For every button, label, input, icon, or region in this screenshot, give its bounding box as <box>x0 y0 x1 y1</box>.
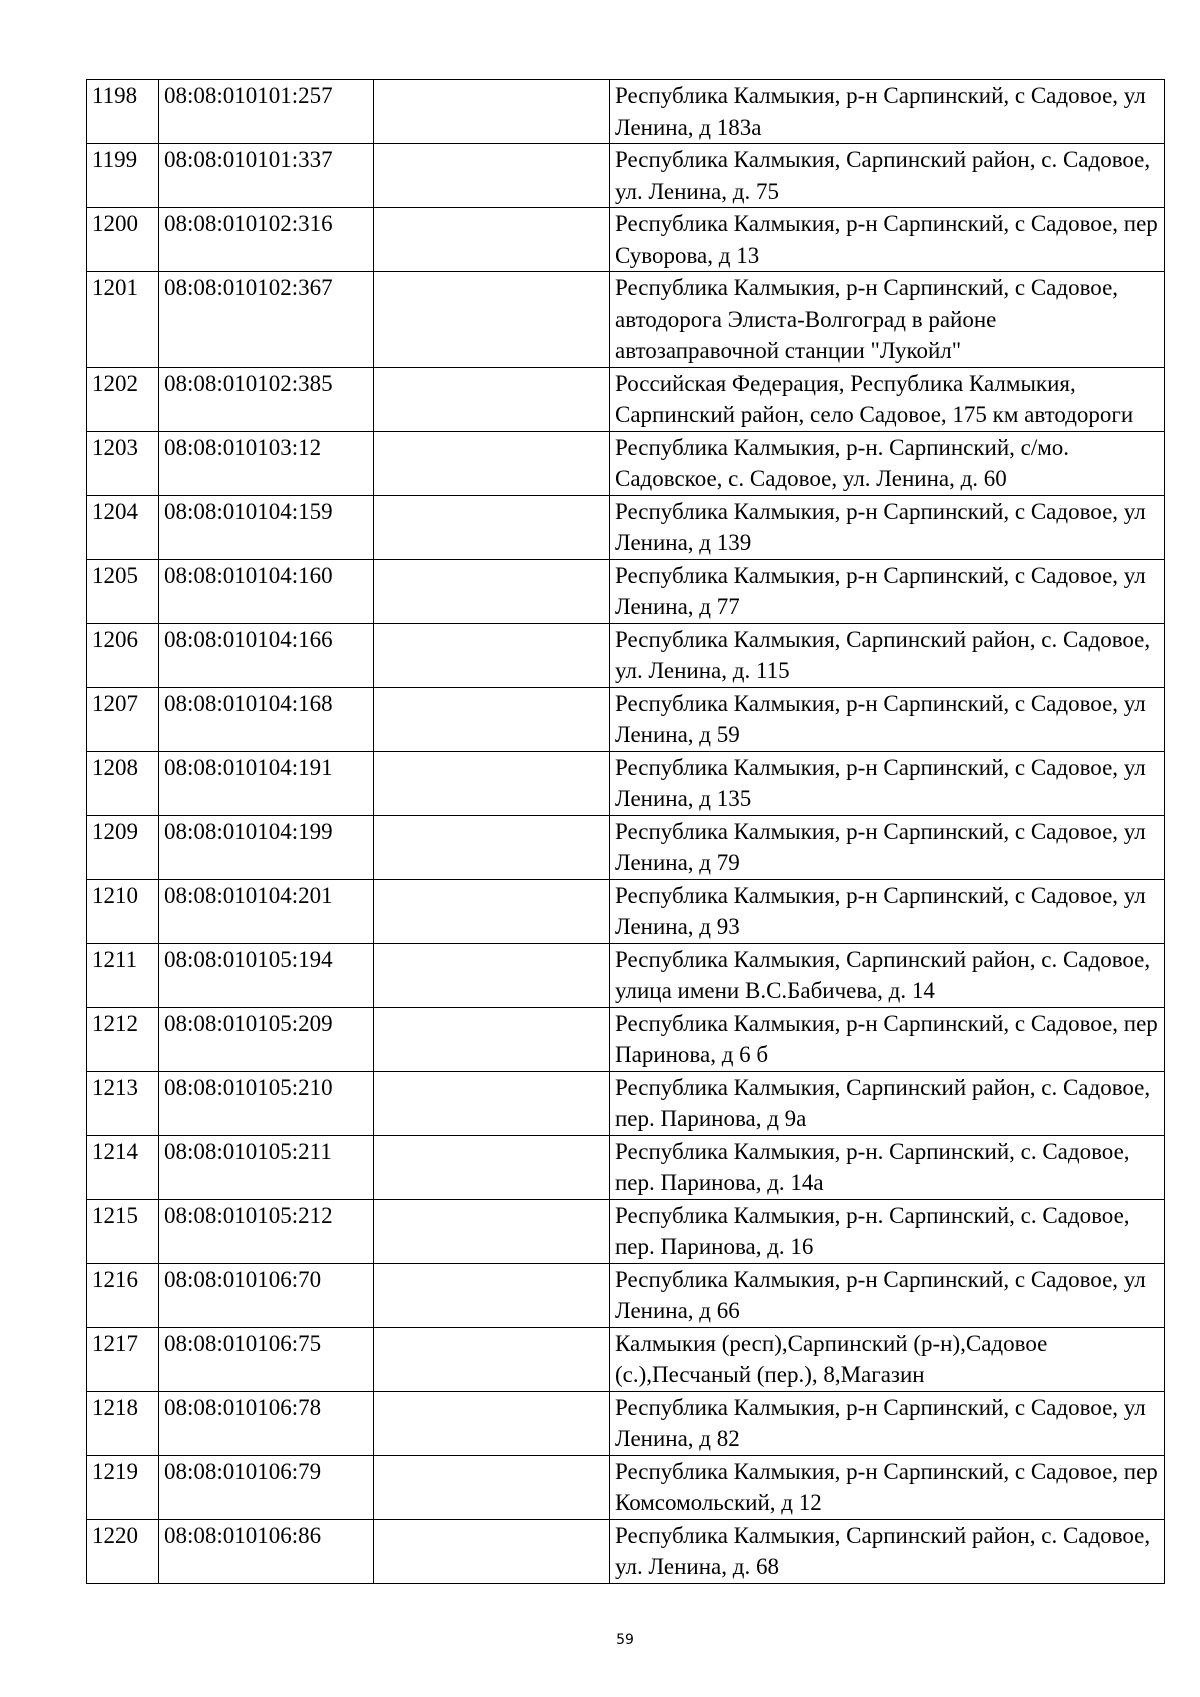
empty-cell <box>374 1455 610 1519</box>
empty-cell <box>374 1199 610 1263</box>
row-number-cell: 1207 <box>87 687 159 751</box>
table-row <box>87 559 1165 623</box>
address-cell: Республика Калмыкия, Сарпинский район, с. Садовое, пер. Паринова, д 9а <box>610 1071 1165 1135</box>
address-cell: Республика Калмыкия, р-н Сарпинский, с Садовое, ул Ленина, д 183а <box>610 80 1165 144</box>
cadastral-number-cell: 08:08:010106:86 <box>159 1519 374 1583</box>
row-number-cell: 1213 <box>87 1071 159 1135</box>
cadastral-number-cell: 08:08:010106:78 <box>159 1391 374 1455</box>
cadastral-number-cell: 08:08:010106:79 <box>159 1455 374 1519</box>
table-row <box>87 1391 1165 1455</box>
empty-cell <box>374 431 610 495</box>
cadastral-number-cell: 08:08:010104:166 <box>159 623 374 687</box>
empty-cell <box>374 623 610 687</box>
cadastral-number-cell: 08:08:010104:159 <box>159 495 374 559</box>
table-row <box>87 1199 1165 1263</box>
empty-cell <box>374 80 610 144</box>
cadastral-number-cell: 08:08:010104:168 <box>159 687 374 751</box>
address-cell: Республика Калмыкия, р-н. Сарпинский, с. Садовое, пер. Паринова, д. 16 <box>610 1199 1165 1263</box>
empty-cell <box>374 208 610 272</box>
address-cell: Республика Калмыкия, р-н Сарпинский, с Садовое, ул Ленина, д 77 <box>610 559 1165 623</box>
address-cell: Республика Калмыкия, Сарпинский район, с. Садовое, ул. Ленина, д. 68 <box>610 1519 1165 1583</box>
cadastral-number-cell: 08:08:010104:201 <box>159 879 374 943</box>
address-cell: Российская Федерация, Республика Калмыкия, Сарпинский район, село Садовое, 175 км автодороги <box>610 367 1165 431</box>
cadastral-number-cell: 08:08:010105:211 <box>159 1135 374 1199</box>
cadastral-number-cell: 08:08:010105:209 <box>159 1007 374 1071</box>
empty-cell <box>374 815 610 879</box>
empty-cell <box>374 751 610 815</box>
empty-cell <box>374 559 610 623</box>
table-row <box>87 879 1165 943</box>
row-number-cell: 1208 <box>87 751 159 815</box>
row-number-cell: 1204 <box>87 495 159 559</box>
address-cell: Республика Калмыкия, р-н Сарпинский, с Садовое, ул Ленина, д 139 <box>610 495 1165 559</box>
empty-cell <box>374 1327 610 1391</box>
address-cell: Республика Калмыкия, Сарпинский район, с. Садовое, улица имени В.С.Бабичева, д. 14 <box>610 943 1165 1007</box>
cadastral-number-cell: 08:08:010101:257 <box>159 80 374 144</box>
table-row <box>87 208 1165 272</box>
empty-cell <box>374 879 610 943</box>
row-number-cell: 1198 <box>87 80 159 144</box>
table-row <box>87 80 1165 144</box>
address-cell: Республика Калмыкия, Сарпинский район, с. Садовое, ул. Ленина, д. 75 <box>610 144 1165 208</box>
table-row <box>87 623 1165 687</box>
address-cell: Республика Калмыкия, р-н Сарпинский, с Садовое, пер Комсомольский, д 12 <box>610 1455 1165 1519</box>
row-number-cell: 1210 <box>87 879 159 943</box>
table-row <box>87 1327 1165 1391</box>
cadastral-number-cell: 08:08:010105:212 <box>159 1199 374 1263</box>
cadastral-number-cell: 08:08:010104:191 <box>159 751 374 815</box>
property-table <box>86 79 1165 1584</box>
address-cell: Республика Калмыкия, р-н Сарпинский, с Садовое, ул Ленина, д 82 <box>610 1391 1165 1455</box>
address-cell: Республика Калмыкия, р-н. Сарпинский, с/мо. Садовское, с. Садовое, ул. Ленина, д. 60 <box>610 431 1165 495</box>
table-row <box>87 1455 1165 1519</box>
row-number-cell: 1201 <box>87 272 159 368</box>
table-row <box>87 1519 1165 1583</box>
empty-cell <box>374 943 610 1007</box>
empty-cell <box>374 1519 610 1583</box>
table-row <box>87 815 1165 879</box>
row-number-cell: 1216 <box>87 1263 159 1327</box>
empty-cell <box>374 1135 610 1199</box>
address-cell: Республика Калмыкия, р-н Сарпинский, с Садовое, ул Ленина, д 93 <box>610 879 1165 943</box>
cadastral-number-cell: 08:08:010105:210 <box>159 1071 374 1135</box>
row-number-cell: 1199 <box>87 144 159 208</box>
row-number-cell: 1203 <box>87 431 159 495</box>
address-cell: Республика Калмыкия, р-н Сарпинский, с Садовое, ул Ленина, д 135 <box>610 751 1165 815</box>
table-row <box>87 1135 1165 1199</box>
address-cell: Республика Калмыкия, Сарпинский район, с. Садовое, ул. Ленина, д. 115 <box>610 623 1165 687</box>
cadastral-number-cell: 08:08:010102:367 <box>159 272 374 368</box>
row-number-cell: 1206 <box>87 623 159 687</box>
address-cell: Республика Калмыкия, р-н Сарпинский, с Садовое, ул Ленина, д 79 <box>610 815 1165 879</box>
empty-cell <box>374 144 610 208</box>
empty-cell <box>374 1263 610 1327</box>
table-row <box>87 1071 1165 1135</box>
cadastral-number-cell: 08:08:010102:316 <box>159 208 374 272</box>
row-number-cell: 1215 <box>87 1199 159 1263</box>
table-row <box>87 1007 1165 1071</box>
empty-cell <box>374 272 610 368</box>
table-row <box>87 751 1165 815</box>
cadastral-number-cell: 08:08:010103:12 <box>159 431 374 495</box>
empty-cell <box>374 1071 610 1135</box>
address-cell: Республика Калмыкия, р-н. Сарпинский, с. Садовое, пер. Паринова, д. 14а <box>610 1135 1165 1199</box>
address-cell: Республика Калмыкия, р-н Сарпинский, с Садовое, ул Ленина, д 59 <box>610 687 1165 751</box>
row-number-cell: 1212 <box>87 1007 159 1071</box>
address-cell: Республика Калмыкия, р-н Сарпинский, с Садовое, пер Суворова, д 13 <box>610 208 1165 272</box>
table-row <box>87 495 1165 559</box>
table-row <box>87 943 1165 1007</box>
address-cell: Калмыкия (респ),Сарпинский (р-н),Садовое (с.),Песчаный (пер.), 8,Магазин <box>610 1327 1165 1391</box>
page-number: 59 <box>616 1632 634 1648</box>
cadastral-number-cell: 08:08:010106:70 <box>159 1263 374 1327</box>
table-body <box>87 80 1165 1584</box>
empty-cell <box>374 367 610 431</box>
row-number-cell: 1219 <box>87 1455 159 1519</box>
cadastral-number-cell: 08:08:010105:194 <box>159 943 374 1007</box>
cadastral-number-cell: 08:08:010101:337 <box>159 144 374 208</box>
row-number-cell: 1209 <box>87 815 159 879</box>
empty-cell <box>374 687 610 751</box>
table-row <box>87 687 1165 751</box>
table-row <box>87 431 1165 495</box>
row-number-cell: 1205 <box>87 559 159 623</box>
table-row <box>87 367 1165 431</box>
cadastral-number-cell: 08:08:010104:160 <box>159 559 374 623</box>
row-number-cell: 1214 <box>87 1135 159 1199</box>
row-number-cell: 1202 <box>87 367 159 431</box>
row-number-cell: 1220 <box>87 1519 159 1583</box>
table-row <box>87 144 1165 208</box>
cadastral-number-cell: 08:08:010106:75 <box>159 1327 374 1391</box>
address-cell: Республика Калмыкия, р-н Сарпинский, с Садовое, пер Паринова, д 6 б <box>610 1007 1165 1071</box>
table-row <box>87 272 1165 368</box>
row-number-cell: 1200 <box>87 208 159 272</box>
empty-cell <box>374 495 610 559</box>
empty-cell <box>374 1007 610 1071</box>
empty-cell <box>374 1391 610 1455</box>
address-cell: Республика Калмыкия, р-н Сарпинский, с Садовое, ул Ленина, д 66 <box>610 1263 1165 1327</box>
row-number-cell: 1218 <box>87 1391 159 1455</box>
cadastral-number-cell: 08:08:010102:385 <box>159 367 374 431</box>
row-number-cell: 1211 <box>87 943 159 1007</box>
address-cell: Республика Калмыкия, р-н Сарпинский, с Садовое, автодорога Элиста-Волгоград в районе автозаправочной станции "Лукойл" <box>610 272 1165 368</box>
table-row <box>87 1263 1165 1327</box>
cadastral-number-cell: 08:08:010104:199 <box>159 815 374 879</box>
row-number-cell: 1217 <box>87 1327 159 1391</box>
